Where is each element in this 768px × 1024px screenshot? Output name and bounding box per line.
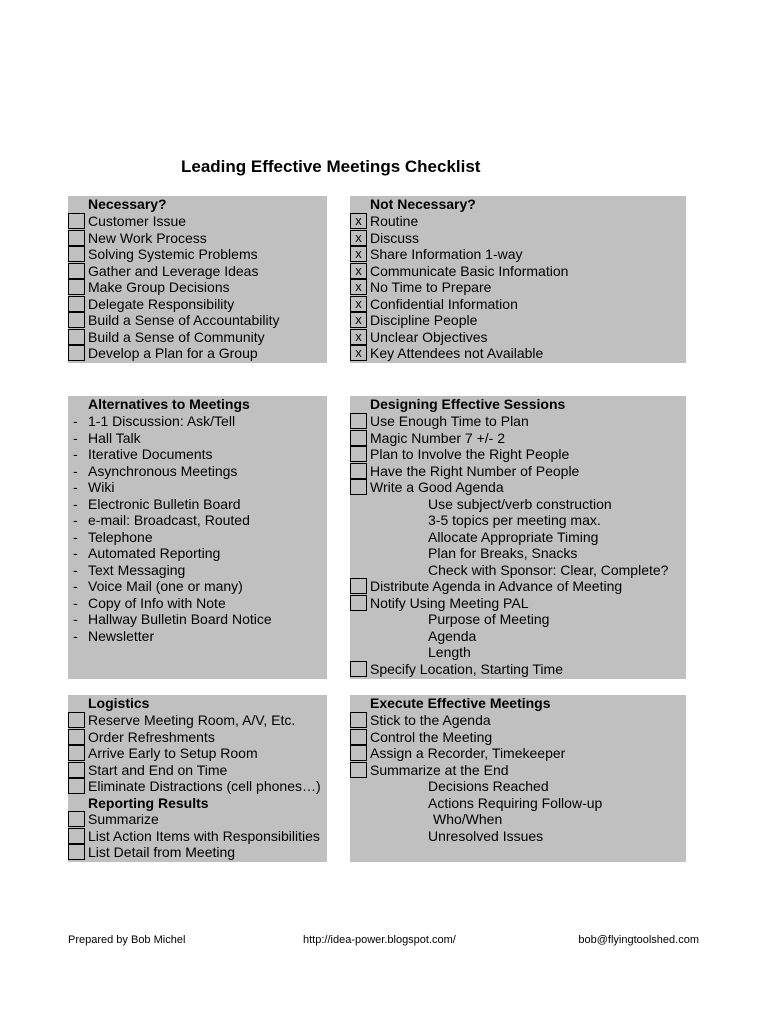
sub-item: Use subject/verb construction [428,496,612,512]
sub-item: Who/When [433,811,503,827]
checkbox[interactable] [68,745,85,761]
footer-email[interactable]: bob@flyingtoolshed.com [578,934,699,946]
page-title: Leading Effective Meetings Checklist [181,157,481,176]
checkbox[interactable] [350,712,367,728]
dash-bullet: - [73,611,78,627]
list-item: - Iterative Documents [73,446,213,462]
dash-bullet: - [73,446,78,462]
list-item: - Newsletter [73,628,155,644]
sub-item: Plan for Breaks, Snacks [428,545,578,561]
sub-item: Length [428,644,471,660]
checklist-item: Make Group Decisions [68,279,327,295]
dash-bullet: - [73,496,78,512]
dash-bullet: - [73,512,78,528]
section-heading: Alternatives to Meetings [88,396,250,412]
checklist-item: Stick to the Agenda [350,712,686,728]
checkbox[interactable]: x [350,246,367,262]
checklist-item: x Key Attendees not Available [350,345,686,361]
dash-bullet: - [73,545,78,561]
checklist-item: Gather and Leverage Ideas [68,263,327,279]
sub-item: Allocate Appropriate Timing [428,529,599,545]
list-item: - Text Messaging [73,562,186,578]
checklist-item: Plan to Involve the Right People [350,446,686,462]
checkbox[interactable] [68,844,85,860]
checkbox[interactable] [350,729,367,745]
checkbox[interactable] [68,213,85,229]
section-heading: Execute Effective Meetings [370,695,551,711]
checkbox[interactable] [350,430,367,446]
section-heading: Designing Effective Sessions [370,396,566,412]
checkbox[interactable] [350,745,367,761]
checklist-item: New Work Process [68,230,327,246]
checkbox[interactable] [68,329,85,345]
checklist-item: Develop a Plan for a Group [68,345,327,361]
checkbox[interactable] [68,712,85,728]
checklist-item: List Detail from Meeting [68,844,327,860]
not-necessary-section [350,196,686,363]
checkbox[interactable] [350,595,367,611]
checkbox[interactable] [68,279,85,295]
checkbox[interactable] [68,811,85,827]
list-item: - Voice Mail (one or many) [73,578,243,594]
section-heading: Necessary? [88,196,167,212]
checklist-item: Assign a Recorder, Timekeeper [350,745,686,761]
checklist-item: Eliminate Distractions (cell phones…) [68,778,327,794]
list-item: - 1-1 Discussion: Ask/Tell [73,413,236,429]
checkbox[interactable]: x [350,312,367,328]
checklist-item: List Action Items with Responsibilities [68,828,327,844]
checklist-item: x Communicate Basic Information [350,263,686,279]
checkbox[interactable] [350,413,367,429]
checklist-item: Distribute Agenda in Advance of Meeting [350,578,686,594]
logistics-section [68,695,327,862]
checkbox[interactable] [68,296,85,312]
sub-item: Check with Sponsor: Clear, Complete? [428,562,669,578]
checklist-item: Build a Sense of Accountability [68,312,327,328]
checklist-item: Summarize [68,811,327,827]
checklist-item: Delegate Responsibility [68,296,327,312]
checklist-item: Have the Right Number of People [350,463,686,479]
sub-item: Agenda [428,628,477,644]
checkbox[interactable] [68,263,85,279]
checklist-item: x Unclear Objectives [350,329,686,345]
checkbox[interactable] [350,479,367,495]
dash-bullet: - [73,628,78,644]
dash-bullet: - [73,578,78,594]
checkbox[interactable]: x [350,279,367,295]
dash-bullet: - [73,562,78,578]
checkbox[interactable] [350,578,367,594]
checkbox[interactable] [350,446,367,462]
checklist-item: Write a Good Agenda [350,479,686,495]
checklist-item: Solving Systemic Problems [68,246,327,262]
sub-item: 3-5 topics per meeting max. [428,512,601,528]
checklist-item: Control the Meeting [350,729,686,745]
dash-bullet: - [73,430,78,446]
checklist-item: Notify Using Meeting PAL [350,595,686,611]
list-item: - Electronic Bulletin Board [73,496,241,512]
dash-bullet: - [73,413,78,429]
checklist-item: x Share Information 1-way [350,246,686,262]
sub-item: Decisions Reached [428,778,549,794]
checkbox[interactable] [68,345,85,361]
alternatives-section [68,396,327,679]
checklist-item: x Confidential Information [350,296,686,312]
sub-item: Unresolved Issues [428,828,544,844]
checkbox[interactable]: x [350,345,367,361]
checklist-item: Order Refreshments [68,729,327,745]
checklist-item: Build a Sense of Community [68,329,327,345]
checkbox[interactable] [68,246,85,262]
checkbox[interactable]: x [350,329,367,345]
checklist-item: x Discuss [350,230,686,246]
list-item: - Asynchronous Meetings [73,463,238,479]
list-item: - e-mail: Broadcast, Routed [73,512,250,528]
footer-url[interactable]: http://idea-power.blogspot.com/ [303,934,456,946]
list-item: - Automated Reporting [73,545,221,561]
sub-item: Actions Requiring Follow-up [428,795,603,811]
checkbox[interactable] [350,463,367,479]
list-item: - Wiki [73,479,115,495]
checkbox[interactable]: x [350,230,367,246]
execute-section [350,695,686,862]
list-item: - Hall Talk [73,430,141,446]
necessary-section [68,196,327,363]
checkbox[interactable] [68,778,85,794]
checkbox[interactable] [68,312,85,328]
list-item: - Copy of Info with Note [73,595,226,611]
dash-bullet: - [73,479,78,495]
list-item: - Hallway Bulletin Board Notice [73,611,272,627]
checkbox[interactable]: x [350,213,367,229]
sub-item: Purpose of Meeting [428,611,550,627]
list-item: - Telephone [73,529,153,545]
checkbox[interactable] [350,762,367,778]
checkbox[interactable] [68,729,85,745]
dash-bullet: - [73,463,78,479]
checklist-item: Magic Number 7 +/- 2 [350,430,686,446]
checklist-item: x Discipline People [350,312,686,328]
dash-bullet: - [73,595,78,611]
checklist-item: Reserve Meeting Room, A/V, Etc. [68,712,327,728]
checkbox[interactable]: x [350,296,367,312]
dash-bullet: - [73,529,78,545]
checklist-item: x Routine [350,213,686,229]
designing-section [350,396,686,679]
section-heading: Logistics [88,695,150,711]
checkbox[interactable] [68,230,85,246]
checklist-item: Customer Issue [68,213,327,229]
checklist-item: Specify Location, Starting Time [350,661,686,677]
checkbox[interactable] [350,661,367,677]
checkbox[interactable] [68,828,85,844]
checklist-item: x No Time to Prepare [350,279,686,295]
checklist-item: Arrive Early to Setup Room [68,745,327,761]
footer-author: Prepared by Bob Michel [68,934,186,946]
checklist-item: Start and End on Time [68,762,327,778]
section-subheading: Reporting Results [88,795,209,811]
checkbox[interactable]: x [350,263,367,279]
checklist-item: Use Enough Time to Plan [350,413,686,429]
section-heading: Not Necessary? [370,196,476,212]
checkbox[interactable] [68,762,85,778]
checklist-item: Summarize at the End [350,762,686,778]
